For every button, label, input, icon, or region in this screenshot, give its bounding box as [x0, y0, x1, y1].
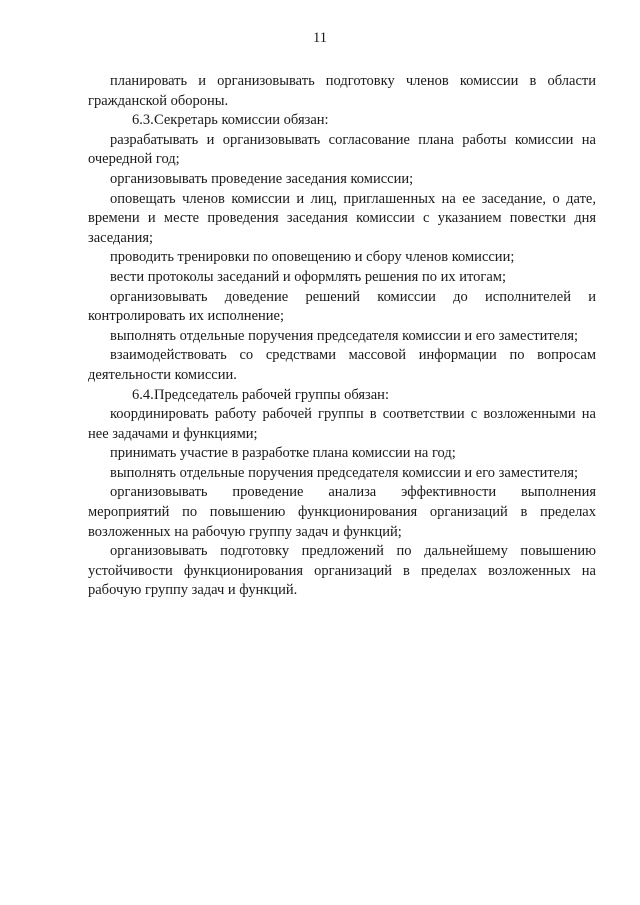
paragraph: проводить тренировки по оповещению и сбору членов комиссии;: [110, 249, 515, 266]
document-body: [88, 72, 596, 601]
paragraph: вести протоколы заседаний и оформлять решения по их итогам;: [110, 268, 506, 285]
paragraph: выполнять отдельные поручения председателя комиссии и его заместителя;: [110, 327, 579, 344]
section-title: Секретарь комиссии обязан:: [154, 112, 329, 129]
paragraph: принимать участие в разработке плана комиссии на год;: [110, 445, 456, 462]
section-number: 6.4.: [132, 386, 154, 403]
page-number: 11: [313, 30, 327, 46]
paragraph: разрабатывать и организовывать согласование плана работы комиссии на очередной год;: [88, 131, 596, 168]
paragraph: организовывать проведение анализа эффективности выполнения мероприятий по повышению функционирования организаций в пределах возложенных на рабочую группу задач и функций;: [88, 484, 596, 540]
paragraph: организовывать доведение решений комиссии до исполнителей и контролировать их исполнение;: [88, 288, 596, 325]
paragraph: организовывать проведение заседания комиссии;: [110, 170, 414, 187]
paragraph: координировать работу рабочей группы в соответствии с возложенными на нее задачами и функциями;: [88, 406, 596, 442]
paragraph: организовывать подготовку предложений по дальнейшему повышению устойчивости функционирования организаций в пределах возложенных на рабочую группу задач и функций.: [88, 543, 596, 599]
section-heading-6-3: [88, 111, 596, 131]
section-heading-6-4: [88, 386, 596, 406]
paragraph: выполнять отдельные поручения председателя комиссии и его заместителя;: [110, 464, 579, 481]
paragraph: планировать и организовывать подготовку членов комиссии в области гражданской обороны.: [88, 73, 596, 109]
paragraph: взаимодействовать со средствами массовой информации по вопросам деятельности комиссии.: [88, 347, 596, 383]
section-number: 6.3.: [132, 112, 154, 129]
paragraph: оповещать членов комиссии и лиц, приглашенных на ее заседание, о дате, времени и месте проведения заседания комиссии с указанием повестки дня заседания;: [88, 190, 596, 246]
section-title: Председатель рабочей группы обязан:: [154, 386, 389, 403]
